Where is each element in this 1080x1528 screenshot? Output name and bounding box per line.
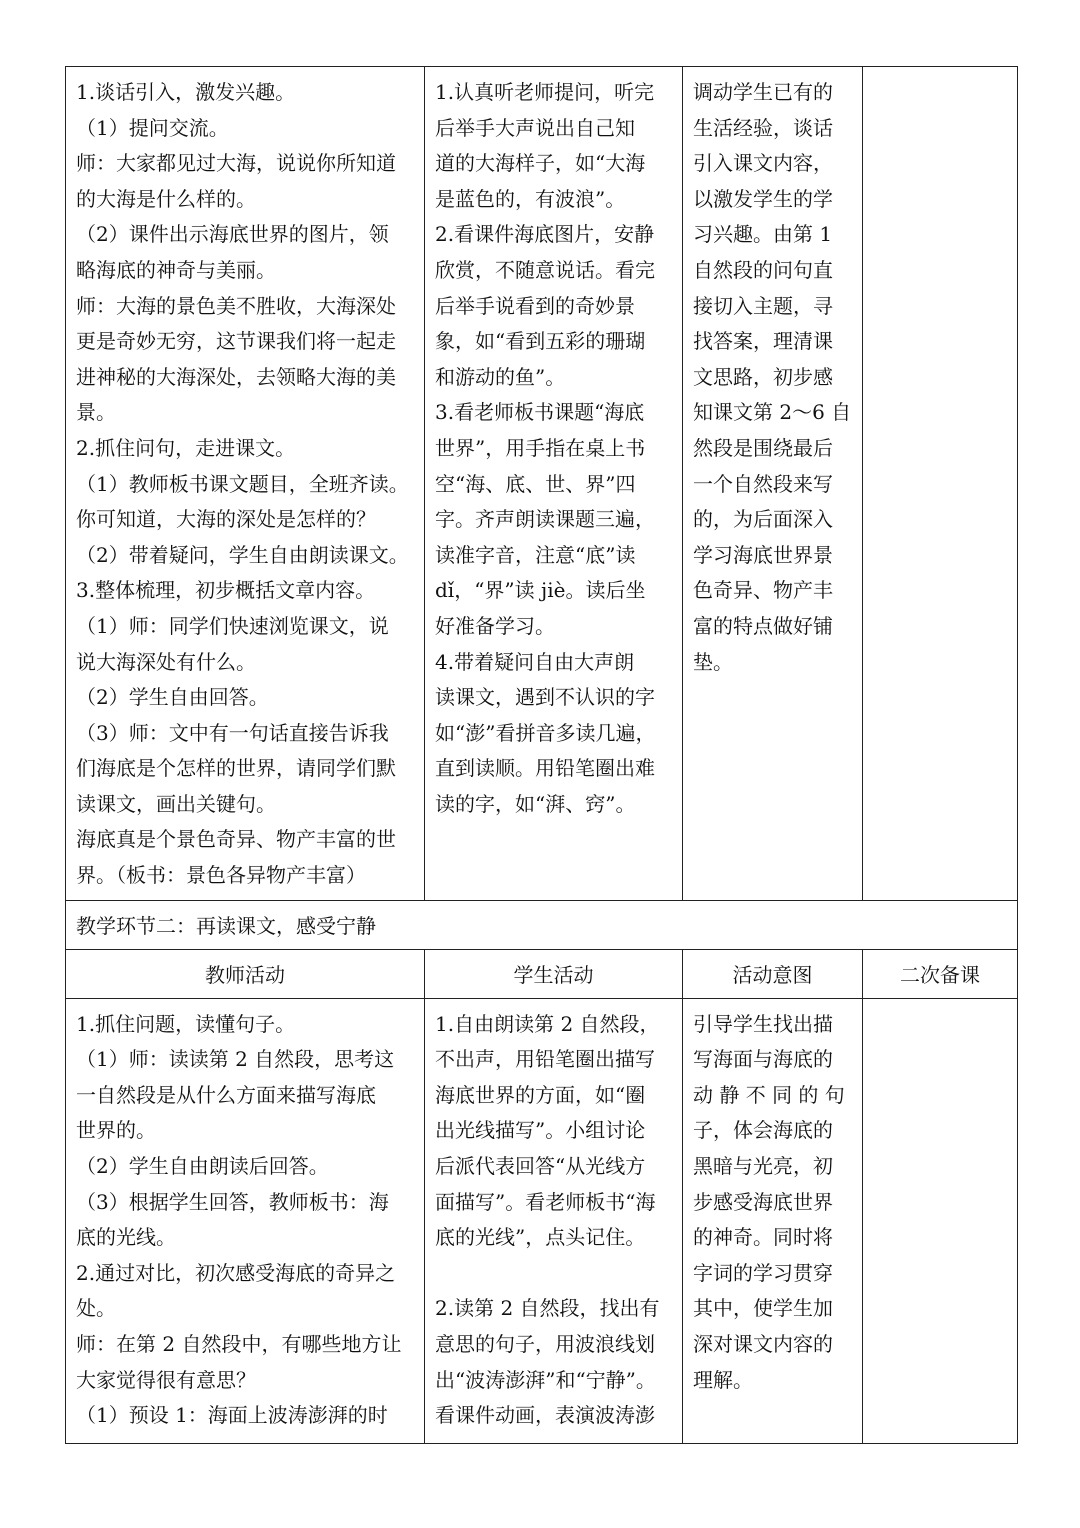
header-teacher-activity: 教师活动 (66, 949, 425, 998)
section2-teacher-cell (66, 998, 425, 1443)
section1-teacher-cell (66, 67, 425, 901)
text-line: 界。（板书：景色各异物产丰富） (76, 863, 366, 888)
text-line: 说大海深处有什么。 (76, 649, 256, 674)
text-line: 的神奇。同时将 (693, 1225, 833, 1250)
text-line: 更是奇妙无穷，这节课我们将一起走 (76, 329, 396, 354)
section1-student-cell (425, 67, 683, 901)
text-line: 其中，使学生加 (693, 1296, 833, 1321)
text-line: （2）学生自由朗读后回答。 (76, 1154, 329, 1179)
text-line: 看课件动画，表演波涛澎 (435, 1403, 655, 1428)
text-line: 2.看课件海底图片，安静 (435, 222, 655, 247)
text-line: 文思路，初步感 (693, 364, 833, 389)
text-line: 出“波涛澎湃”和“宁静”。 (435, 1367, 656, 1392)
section2-row (66, 998, 1018, 1443)
text-line: 一个自然段来写 (693, 471, 833, 496)
text-line: （3）师：文中有一句话直接告诉我 (76, 720, 389, 745)
text-line: 世界”，用手指在桌上书 (435, 435, 646, 460)
text-line: 师：大家都见过大海，说说你所知道 (76, 151, 396, 176)
text-line: 后举手大声说出自己知 (435, 115, 635, 140)
text-line: 以激发学生的学 (693, 186, 833, 211)
text-line: 的，为后面深入 (693, 507, 833, 532)
section2-student-activity (425, 999, 682, 1440)
text-line: 们海底是个怎样的世界，请同学们默 (76, 756, 396, 781)
text-line: 1.自由朗读第 2 自然段， (435, 1011, 660, 1036)
text-line: 师：大海的景色美不胜收，大海深处 (76, 293, 396, 318)
text-line: 和游动的鱼”。 (435, 364, 566, 389)
text-line: 写海面与海底的 (693, 1047, 833, 1072)
text-line: 然段是围绕最后 (693, 435, 833, 460)
text-line: 动 静 不 同 的 句 (693, 1082, 845, 1107)
text-line: 底的光线。 (76, 1225, 176, 1250)
text-line: 海底世界的方面，如“圈 (435, 1082, 646, 1107)
section1-activity-intent (683, 67, 862, 686)
text-line: （1）师：读读第 2 自然段，思考这 (76, 1047, 395, 1072)
text-line: 读准字音，注意“底”读 (435, 542, 636, 567)
text-line: 找答案，理清课 (693, 329, 833, 354)
section1-student-activity (425, 67, 682, 828)
text-line: 生活经验，谈话 (693, 115, 833, 140)
text-line: 2.通过对比，初次感受海底的奇异之 (76, 1260, 396, 1285)
text-line: 2.抓住问句，走进课文。 (76, 435, 296, 460)
text-line: 一自然段是从什么方面来描写海底 (76, 1082, 376, 1107)
text-line: 意思的句子，用波浪线划 (435, 1332, 655, 1356)
section2-title: 教学环节二：再读课文，感受宁静 (66, 900, 1018, 949)
lesson-plan-table (65, 66, 1018, 1444)
text-line: 字。齐声朗读课题三遍， (435, 507, 655, 532)
text-line: 1.谈话引入，激发兴趣。 (76, 80, 296, 104)
text-line: 景。 (76, 400, 116, 425)
text-line: 3.整体梳理，初步概括文章内容。 (76, 578, 376, 603)
text-line: 学习海底世界景 (693, 542, 833, 567)
text-line: 海底真是个景色奇异、物产丰富的世 (76, 827, 396, 852)
text-line: 进神秘的大海深处，去领略大海的美 (76, 364, 396, 389)
text-line: 不出声，用铅笔圈出描写 (435, 1047, 655, 1072)
section1-second-prep-cell (863, 67, 1018, 901)
section1-row (66, 67, 1018, 901)
text-line: 色奇异、物产丰 (693, 578, 833, 603)
section2-intent-cell (683, 998, 863, 1443)
text-line: （2）课件出示海底世界的图片，领 (76, 222, 389, 247)
section2-second-prep-cell (863, 998, 1018, 1443)
text-line: 直到读顺。用铅笔圈出难 (435, 756, 655, 781)
text-line: 如“澎”看拼音多读几遍， (435, 720, 656, 745)
text-line: 深对课文内容的 (693, 1332, 833, 1356)
text-line: （3）根据学生回答，教师板书：海 (76, 1189, 389, 1214)
header-second-prep: 二次备课 (863, 949, 1018, 998)
text-line: 读课文，遇到不认识的字 (435, 685, 655, 710)
text-line: 引导学生找出描 (693, 1011, 833, 1036)
text-line: 引入课文内容， (693, 151, 833, 176)
text-line: （1）教师板书课文题目，全班齐读。 (76, 471, 409, 496)
section1-teacher-activity (66, 67, 424, 900)
text-line: 3.看老师板书课题“海底 (435, 400, 645, 425)
text-line: 后举手说看到的奇妙景 (435, 293, 635, 318)
text-line: 略海底的神奇与美丽。 (76, 257, 276, 282)
text-line: 后派代表回答“从光线方 (435, 1154, 646, 1179)
text-line: 调动学生已有的 (693, 80, 833, 104)
text-line: 师：在第 2 自然段中，有哪些地方让 (76, 1332, 402, 1356)
text-line: 4.带着疑问自由大声朗 (435, 649, 635, 674)
text-line: 大家觉得很有意思？ (76, 1367, 256, 1392)
text-line: 字词的学习贯穿 (693, 1260, 833, 1285)
text-line: 步感受海底世界 (693, 1189, 833, 1214)
text-line: 面描写”。看老师板书“海 (435, 1189, 656, 1214)
text-line: 的大海是什么样的。 (76, 186, 256, 211)
text-line: 2.读第 2 自然段，找出有 (435, 1296, 660, 1321)
text-line: （1）提问交流。 (76, 115, 229, 140)
text-line: 底的光线”，点头记住。 (435, 1225, 646, 1250)
text-line: （2）带着疑问，学生自由朗读课文。 (76, 542, 409, 567)
text-line (435, 1256, 674, 1292)
text-line: 理解。 (693, 1367, 753, 1392)
text-line: 富的特点做好铺 (693, 613, 833, 638)
text-line: 接切入主题，寻 (693, 293, 833, 318)
text-line: dǐ，“界”读 jiè。读后坐 (435, 578, 646, 603)
text-line: 知课文第 2～6 自 (693, 400, 852, 425)
text-line: 读课文，画出关键句。 (76, 791, 276, 816)
text-line: 出光线描写”。小组讨论 (435, 1118, 646, 1143)
section2-student-cell (425, 998, 683, 1443)
text-line: 1.抓住问题，读懂句子。 (76, 1011, 296, 1036)
text-line: 读的字，如“湃、窍”。 (435, 791, 636, 816)
lesson-plan-page (65, 66, 1017, 1444)
header-student-activity: 学生活动 (425, 949, 683, 998)
text-line: 是蓝色的，有波浪”。 (435, 186, 626, 211)
text-line: （1）预设 1：海面上波涛澎湃的时 (76, 1403, 388, 1428)
text-line: 欣赏，不随意说话。看完 (435, 257, 655, 282)
text-line: 子，体会海底的 (693, 1118, 833, 1143)
text-line: 世界的。 (76, 1118, 156, 1143)
section2-activity-intent (683, 999, 862, 1405)
text-line: 象，如“看到五彩的珊瑚 (435, 329, 646, 354)
text-line: 你可知道，大海的深处是怎样的？ (76, 507, 376, 532)
section2-title-row (66, 900, 1018, 949)
text-line: 好准备学习。 (435, 613, 555, 638)
text-line: 黑暗与光亮，初 (693, 1154, 833, 1179)
text-line: 1.认真听老师提问，听完 (435, 80, 655, 104)
text-line: （2）学生自由回答。 (76, 685, 269, 710)
text-line: 垫。 (693, 649, 733, 674)
text-line: 空“海、底、世、界”四 (435, 471, 636, 496)
section2-teacher-activity (66, 999, 424, 1440)
header-activity-intent: 活动意图 (683, 949, 863, 998)
text-line: 处。 (76, 1296, 116, 1321)
text-line: 习兴趣。由第 1 (693, 222, 833, 247)
section2-header-row (66, 949, 1018, 998)
text-line: 自然段的问句直 (693, 257, 833, 282)
section1-intent-cell (683, 67, 863, 901)
text-line: （1）师：同学们快速浏览课文，说 (76, 613, 389, 638)
text-line: 道的大海样子，如“大海 (435, 151, 646, 176)
